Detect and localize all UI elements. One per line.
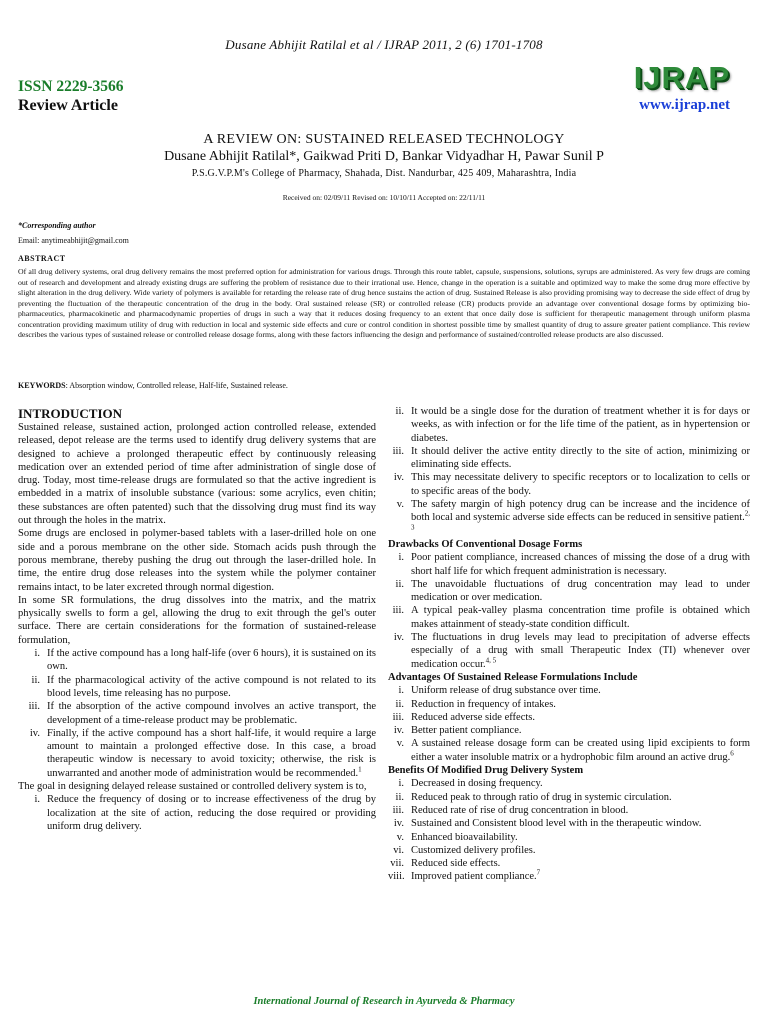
list-item <box>388 631 750 671</box>
list-item-number: ii. <box>395 406 404 417</box>
list-item <box>388 791 750 804</box>
list-item-body: Decreased in dosing frequency. <box>411 778 543 790</box>
list-item <box>388 831 750 844</box>
list-item-text <box>411 870 750 883</box>
list-item-text <box>411 604 750 631</box>
subsection-heading: Drawbacks Of Conventional Dosage Forms <box>388 538 583 550</box>
list-item-body: Poor patient compliance, increased chances of missing the dose of a drug with short half life for which frequent administration is necessary. <box>411 552 750 577</box>
list-item-text <box>411 698 750 711</box>
list-item <box>388 578 750 605</box>
list-item-body: The unavoidable fluctuations of drug concentration may lead to under medication or over medication. <box>411 578 750 604</box>
goals-list <box>18 793 376 833</box>
list-item-number: i. <box>398 685 404 697</box>
section-heading: INTRODUCTION <box>18 406 123 421</box>
list-item-text <box>411 405 750 445</box>
list-item-text <box>411 724 750 737</box>
list-item-body: Reduced rate of rise of drug concentration in blood. <box>411 804 629 816</box>
list-item-text <box>411 578 750 605</box>
list-item <box>18 674 376 701</box>
journal-logo: IJRAP <box>633 60 730 95</box>
list-item-number: v. <box>396 738 404 750</box>
abstract-body: Of all drug delivery systems, oral drug delivery remains the most preferred option for administration for various drugs. Through this route tablet, capsule, suspensions, solutions, syrups are administered. As very few drugs are coming out of research and development and already existing drugs are suffering the problem of resistance due to their irrational use. Hence, change in the operation is a suitable and optimized way to make the some drug more effective by slight alteration in the drug delivery. Wide variety of polymers is available for retarding the release rate of drug hence sustains the action of drug. Sustained Release is also providing promising way to decrease the side effect of drug by preventing the fluctuation of the therapeutic concentration of the drug in the body. Oral sustained release (SR) or controlled release (CR) products provide an advantage over conventional dosage forms by optimizing bio-pharmaceutics, pharmacokinetic and pharmacodynamic properties of drugs in such a way that it reduces dosing frequency to an extent that once daily dose is sufficient for therapeutic management through uniform plasma concentration providing maximum utility of drug with reduction in local and systemic side effects and cure or control condition in shortest possible time by smallest quantity of drug to assure greater patient compliance. This review describes the various types of sustained release or controlled release dosage forms, along with these factors influencing the design and performance of sustained/controlled release products are also discussed. <box>18 267 750 339</box>
reference-superscript: 1 <box>358 765 362 774</box>
journal-url[interactable]: www.ijrap.net <box>639 97 730 113</box>
email: Email: anytimeabhijit@gmail.com <box>18 236 129 245</box>
subsection-heading: Advantages Of Sustained Release Formulations Include <box>388 671 638 683</box>
list-item-text <box>47 647 376 674</box>
keywords <box>18 381 750 390</box>
dates: Received on: 02/09/11 Revised on: 10/10/11 Accepted on: 22/11/11 <box>282 193 486 202</box>
list-item-body: Improved patient compliance. <box>411 871 537 883</box>
advantages-list <box>388 684 750 764</box>
list-item-body: If the pharmacological activity of the active compound is not related to its blood levels, time releasing has no purpose. <box>47 674 376 699</box>
list-item-body: Customized delivery profiles. <box>411 844 536 856</box>
intro-paragraph: Sustained release, sustained action, prolonged action controlled release, extended released, depot release are the terms used to identify drug delivery systems that are designed to achieve a prolonged therapeutic effect by continuously releasing medication over an extended period of time after administration of single dose of drug. Today, most time-release drugs are formulated so that the active ingredient is embedded in a matrix of insoluble substance (various: some acrylics, even chitin; these substances are often patented) such that the dissolving drug must find its way out through the holes in the matrix. <box>18 422 376 527</box>
right-column <box>388 405 750 884</box>
list-item-body: The fluctuations in drug levels may lead to precipitation of adverse effects especially of a drug with small Therapeutic Index (TI) whenever over medication occur. <box>411 632 750 670</box>
list-item <box>18 793 376 833</box>
list-item-text <box>411 684 750 697</box>
list-item-text <box>411 831 750 844</box>
list-item-number: v. <box>396 499 404 511</box>
list-item <box>388 498 750 538</box>
list-item-body: This may necessitate delivery to specific receptors or to localization to cells or to specific areas of the body. <box>411 472 750 497</box>
list-item-number: iii. <box>28 701 40 713</box>
list-item-text <box>411 445 750 472</box>
list-item-number: ii. <box>395 698 404 710</box>
list-item <box>388 777 750 790</box>
list-item <box>388 870 750 883</box>
list-item-body: It would be a single dose for the duration of treatment whether it is for days or weeks, as with infection or for the life time of the patient, as in hypertension or diabetes. <box>411 406 750 444</box>
list-item <box>388 711 750 724</box>
list-item-text <box>411 817 750 830</box>
list-item-number: iii. <box>392 711 404 723</box>
list-item-number: v. <box>396 831 404 843</box>
authors: Dusane Abhijit Ratilal*, Gaikwad Priti D, Bankar Vidyadhar H, Pawar Sunil P <box>164 149 604 164</box>
subsection-heading: Benefits Of Modified Drug Delivery System <box>388 765 584 777</box>
list-item-number: i. <box>398 778 404 790</box>
list-item-number: iv. <box>393 472 404 484</box>
list-item-body: Better patient compliance. <box>411 725 522 737</box>
list-item-text <box>47 793 376 833</box>
list-item-text <box>411 498 750 538</box>
list-item-text <box>411 777 750 790</box>
drawbacks-list <box>388 551 750 671</box>
list-item-number: ii. <box>31 674 40 686</box>
list-item <box>388 817 750 830</box>
running-head: Dusane Abhijit Ratilal et al / IJRAP 2011, 2 (6) 1701-1708 <box>225 37 543 52</box>
list-item-body: Finally, if the active compound has a short half-life, it would require a large amount to maintain a prolonged effective dose. In this case, a broad therapeutic window is necessary to avoid toxicity; otherwise, the risk is unwarranted and another mode of administration would be recommended. <box>47 727 376 779</box>
keywords-label: KEYWORDS <box>18 381 66 390</box>
list-item-text <box>411 804 750 817</box>
list-item-body: It should deliver the active entity directly to the site of action, minimizing or eliminating side effects. <box>411 445 750 471</box>
list-item-text <box>411 737 750 764</box>
goals-list-continued <box>388 405 750 538</box>
list-item <box>388 604 750 631</box>
list-item-number: vi. <box>393 844 404 856</box>
list-item-body: The safety margin of high potency drug can be increase and the incidence of both local and systemic adverse side effects can be reduced in sensitive patient. <box>411 499 750 524</box>
intro-paragraph: Some drugs are enclosed in polymer-based tablets with a laser-drilled hole on one side and a porous membrane on the other side. Stomach acids push through the porous membrane, thereby pushing the drug out through the laser-drilled hole. In time, the entire drug dose releases into the system while the polymer container remains intact, to be later excreted through normal digestion. <box>18 528 376 593</box>
list-item-text <box>47 727 376 780</box>
keywords-text: : Absorption window, Controlled release, Half-life, Sustained release. <box>65 381 288 390</box>
list-item <box>388 724 750 737</box>
list-item-body: Sustained and Consistent blood level with in the therapeutic window. <box>411 818 702 830</box>
list-item-text <box>411 471 750 498</box>
affiliation: P.S.G.V.P.M's College of Pharmacy, Shahada, Dist. Nandurbar, 425 409, Maharashtra, India <box>191 168 577 179</box>
list-item-body: If the active compound has a long half-life (over 6 hours), it is sustained on its own. <box>47 648 376 673</box>
list-item <box>388 737 750 764</box>
list-item-text <box>411 791 750 804</box>
list-item-body: Uniform release of drug substance over time. <box>411 685 601 697</box>
list-item-number: vii. <box>390 858 404 870</box>
list-item <box>388 844 750 857</box>
list-item-number: iv. <box>29 727 40 739</box>
list-item-text <box>411 631 750 671</box>
list-item-body: Reduce the frequency of dosing or to increase effectiveness of the drug by localization at the site of action, reducing the dose required or providing uniform drug delivery. <box>47 794 376 832</box>
list-item-body: Reduced side effects. <box>411 858 501 870</box>
list-item-text <box>47 700 376 727</box>
list-item-number: viii. <box>388 871 405 883</box>
list-item-body: Enhanced bioavailability. <box>411 831 518 843</box>
left-column <box>18 406 376 833</box>
list-item-number: ii. <box>395 791 404 803</box>
list-item-text <box>411 551 750 578</box>
list-item-number: iv. <box>393 632 404 644</box>
list-item-body: Reduction in frequency of intakes. <box>411 698 556 710</box>
considerations-list <box>18 647 376 780</box>
article-type: Review Article <box>18 97 118 114</box>
reference-superscript: 6 <box>730 749 734 758</box>
reference-superscript: 4, 5 <box>485 656 497 665</box>
benefits-list <box>388 777 750 883</box>
list-item-number: iv. <box>393 818 404 830</box>
list-item <box>388 698 750 711</box>
list-item-body: If the absorption of the active compound involves an active transport, the development of a time-release product may be problematic. <box>47 701 376 726</box>
list-item-number: iii. <box>392 605 404 617</box>
list-item <box>388 551 750 578</box>
list-item-text <box>411 857 750 870</box>
list-item <box>18 700 376 727</box>
list-item <box>388 471 750 498</box>
list-item-number: iii. <box>392 445 404 457</box>
corresponding-author-label: *Corresponding author <box>18 221 96 230</box>
list-item-body: A sustained release dosage form can be created using lipid excipients to form either a water insoluble matrix or a hydrophobic film around an active drug. <box>411 738 750 763</box>
list-item-body: Reduced peak to through ratio of drug in systemic circulation. <box>411 791 672 803</box>
footer-journal-name: International Journal of Research in Ayurveda & Pharmacy <box>253 996 515 1007</box>
reference-superscript: 2, 3 <box>411 509 750 532</box>
list-item-text <box>411 844 750 857</box>
list-item <box>388 804 750 817</box>
list-item-body: A typical peak-valley plasma concentration time profile is obtained which makes attainment of steady-state condition difficult. <box>411 605 750 630</box>
intro-paragraph: The goal in designing delayed release sustained or controlled delivery system is to, <box>18 781 367 793</box>
list-item-body: Reduced adverse side effects. <box>411 711 536 723</box>
list-item-number: i. <box>398 552 404 564</box>
list-item-number: iv. <box>393 725 404 737</box>
reference-superscript: 7 <box>536 868 541 877</box>
list-item <box>388 405 750 445</box>
list-item-text <box>411 711 750 724</box>
intro-paragraph: In some SR formulations, the drug dissolves into the matrix, and the matrix physically swells to form a gel, allowing the drug to exit through the gel's outer surface. There are certain considerations for the formation of sustained-release formulation, <box>18 594 376 646</box>
list-item <box>18 727 376 780</box>
article-title: A REVIEW ON: SUSTAINED RELEASED TECHNOLOGY <box>203 132 565 147</box>
list-item-text <box>47 674 376 701</box>
issn: ISSN 2229-3566 <box>18 78 124 95</box>
list-item-number: i. <box>34 648 40 660</box>
list-item <box>18 647 376 674</box>
list-item-number: iii. <box>392 804 404 816</box>
list-item <box>388 857 750 870</box>
list-item <box>388 445 750 472</box>
abstract-heading: ABSTRACT <box>18 254 66 263</box>
list-item-number: ii. <box>395 578 404 590</box>
list-item <box>388 684 750 697</box>
list-item-number: i. <box>34 794 40 806</box>
